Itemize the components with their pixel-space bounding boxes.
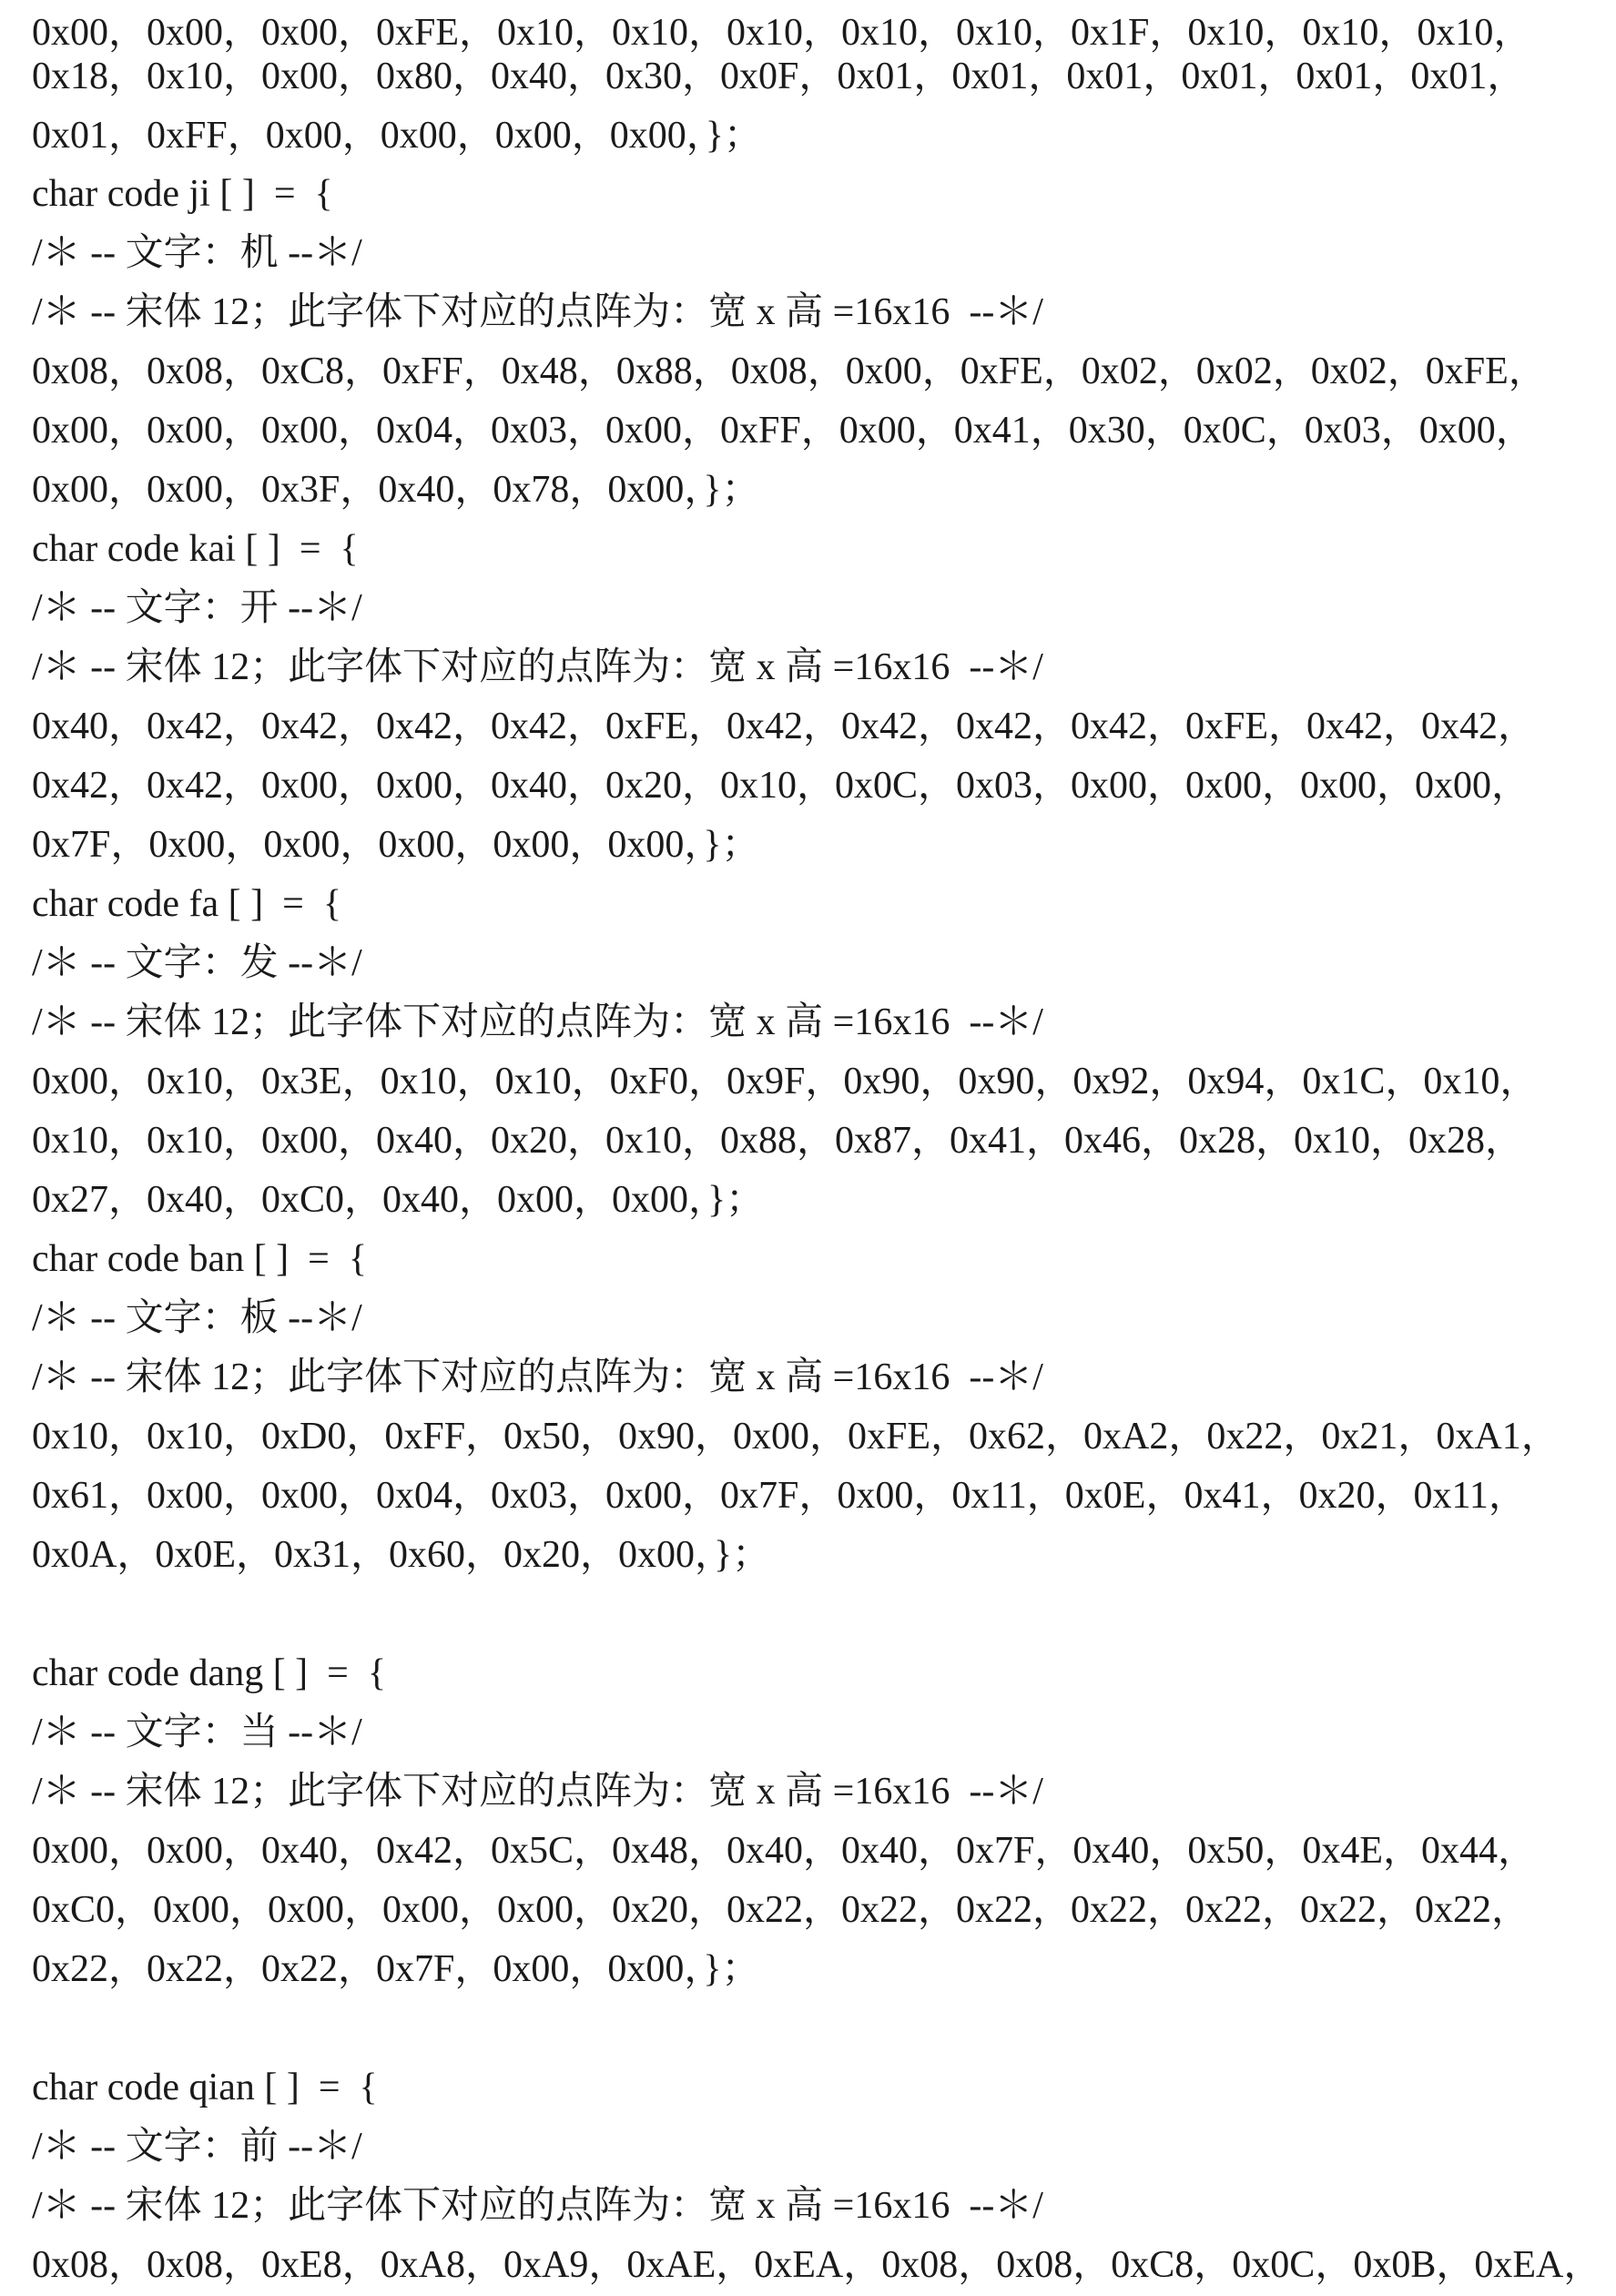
code-comment-line: /＊ -- 文字：前 --＊/ — [32, 2126, 362, 2168]
code-comment-line: /＊ -- 宋体 12；此字体下对应的点阵为：宽 x 高 =16x16 --＊/ — [32, 2185, 1043, 2227]
code-line: 0x08，0x08，0xC8，0xFF，0x48，0x88，0x08，0x00，0xFE，0x02，0x02，0x02，0xFE， — [32, 350, 1547, 392]
code-line: 0x00，0x10，0x3E，0x10，0x10，0xF0，0x9F，0x90，0x90，0x92，0x94，0x1C，0x10， — [32, 1061, 1539, 1102]
code-line: 0x00，0x00，0x00，0x04，0x03，0x00，0xFF，0x00，0x41，0x30，0x0C，0x03，0x00， — [32, 410, 1534, 452]
code-line: 0x10，0x10，0xD0，0xFF，0x50，0x90，0x00，0xFE，0x62，0xA2，0x22，0x21，0xA1， — [32, 1416, 1560, 1458]
code-comment-line: /＊ -- 宋体 12；此字体下对应的点阵为：宽 x 高 =16x16 --＊/ — [32, 646, 1043, 688]
code-comment-line: /＊ -- 文字：当 --＊/ — [32, 1712, 362, 1753]
code-line: 0x08，0x08，0xE8，0xA8，0xA9，0xAE，0xEA，0x08，0x08，0xC8，0x0C，0x0B，0xEA， — [32, 2244, 1602, 2286]
code-line: 0x22，0x22，0x22，0x7F，0x00，0x00，}； — [32, 1948, 760, 1990]
code-line: char code ban [ ] = { — [32, 1238, 368, 1280]
code-line: 0x0A，0x0E，0x31，0x60，0x20，0x00，}； — [32, 1534, 771, 1576]
code-line: 0x7F，0x00，0x00，0x00，0x00，0x00，}； — [32, 824, 760, 866]
code-line: 0x00，0x00，0x40，0x42，0x5C，0x48，0x40，0x40，0x7F，0x40，0x50，0x4E，0x44， — [32, 1830, 1537, 1872]
code-comment-line: /＊ -- 文字：板 --＊/ — [32, 1297, 362, 1339]
code-line: 0x00，0x00，0x3F，0x40，0x78，0x00，}； — [32, 469, 760, 511]
code-line: 0x01，0xFF，0x00，0x00，0x00，0x00，}； — [32, 115, 762, 157]
code-line: char code dang [ ] = { — [32, 1652, 387, 1694]
code-comment-line: /＊ -- 宋体 12；此字体下对应的点阵为：宽 x 高 =16x16 --＊/ — [32, 1356, 1043, 1398]
code-line: 0x40，0x42，0x42，0x42，0x42，0xFE，0x42，0x42，0x42，0x42，0xFE，0x42，0x42， — [32, 706, 1537, 747]
code-line: 0x42，0x42，0x00，0x00，0x40，0x20，0x10，0x0C，0x03，0x00，0x00，0x00，0x00， — [32, 765, 1530, 807]
code-line: 0xC0，0x00，0x00，0x00，0x00，0x20，0x22，0x22，0x22，0x22，0x22，0x22，0x22， — [32, 1889, 1530, 1931]
code-line: char code ji [ ] = { — [32, 173, 333, 215]
code-line: 0x00，0x00，0x00，0xFE，0x10，0x10，0x10，0x10，0x10，0x1F，0x10，0x10，0x10， — [32, 12, 1532, 54]
code-line: 0x10，0x10，0x00，0x40，0x20，0x10，0x88，0x87，0x41，0x46，0x28，0x10，0x28， — [32, 1120, 1523, 1162]
code-comment-line: /＊ -- 文字：开 --＊/ — [32, 587, 362, 629]
code-line: char code qian [ ] = { — [32, 2067, 378, 2108]
code-listing-page — [32, 0, 1616, 2296]
code-line: char code fa [ ] = { — [32, 883, 341, 925]
code-comment-line: /＊ -- 文字：机 --＊/ — [32, 232, 362, 274]
code-comment-line: /＊ -- 宋体 12；此字体下对应的点阵为：宽 x 高 =16x16 --＊/ — [32, 1771, 1043, 1813]
code-line: 0x27，0x40，0xC0，0x40，0x00，0x00，}； — [32, 1179, 765, 1221]
code-comment-line: /＊ -- 宋体 12；此字体下对应的点阵为：宽 x 高 =16x16 --＊/ — [32, 291, 1043, 333]
code-comment-line: /＊ -- 文字：发 --＊/ — [32, 942, 362, 984]
code-comment-line: /＊ -- 宋体 12；此字体下对应的点阵为：宽 x 高 =16x16 --＊/ — [32, 1001, 1043, 1043]
code-line: char code kai [ ] = { — [32, 528, 359, 570]
code-line: 0x18，0x10，0x00，0x80，0x40，0x30，0x0F，0x01，0x01，0x01，0x01，0x01，0x01， — [32, 56, 1526, 97]
code-line: 0x61，0x00，0x00，0x04，0x03，0x00，0x7F，0x00，0x11，0x0E，0x41，0x20，0x11， — [32, 1475, 1527, 1517]
